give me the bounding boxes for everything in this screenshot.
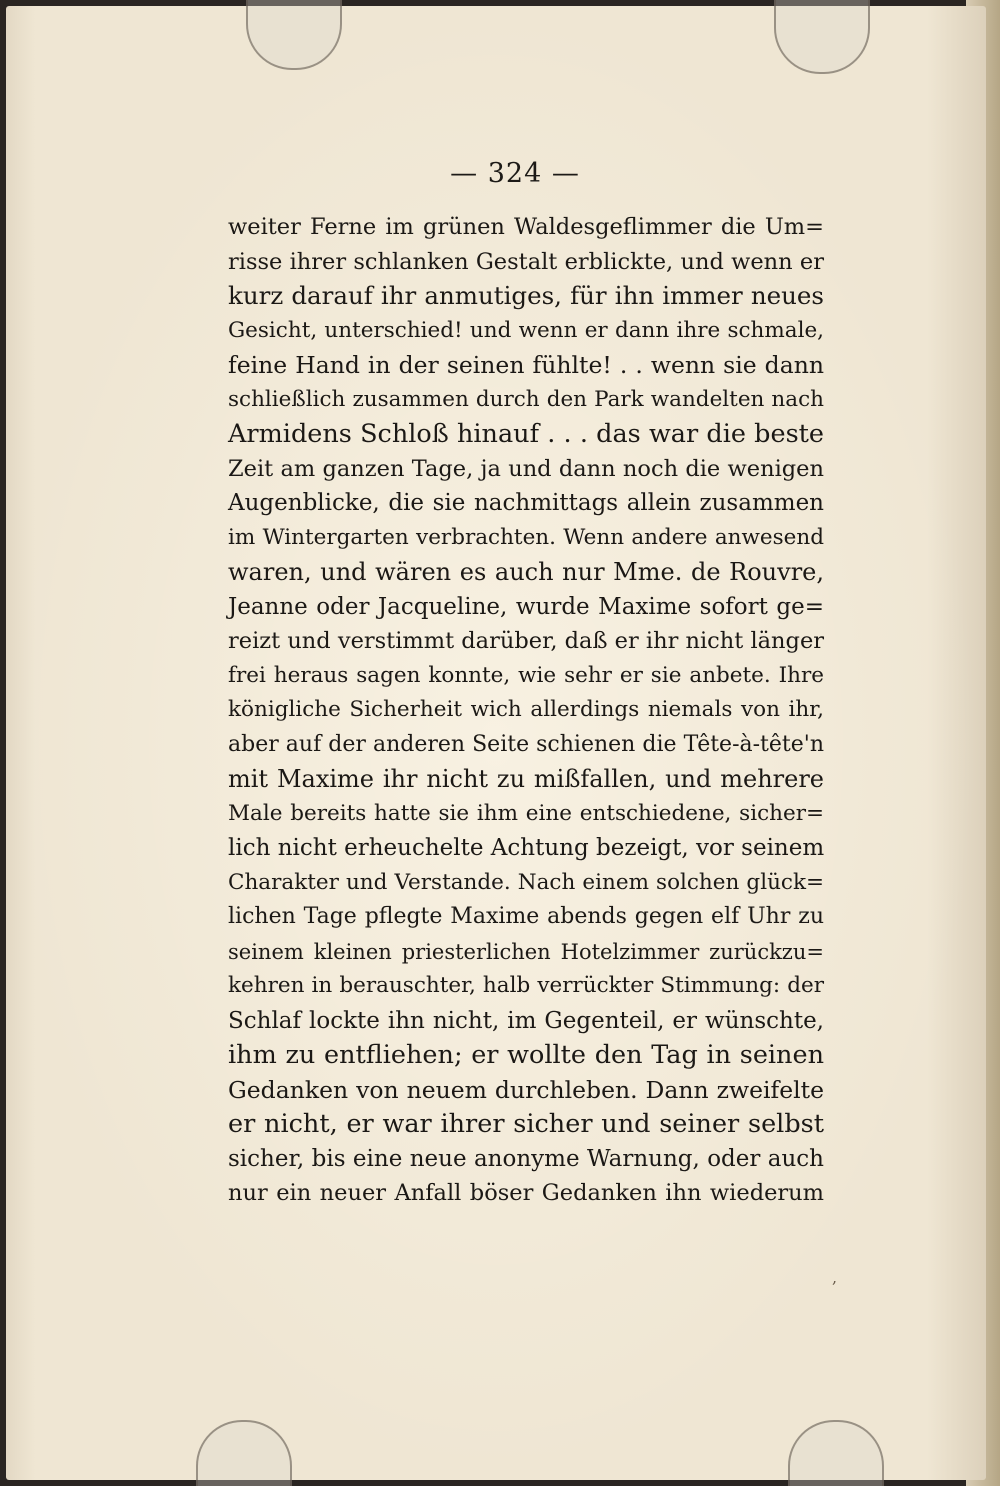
text-line: weiter Ferne im grünen Waldesgeflimmer die Um=	[228, 214, 824, 240]
text-line: im Wintergarten verbrachten. Wenn andere anwesend	[228, 524, 824, 550]
text-line: kurz darauf ihr anmutiges, für ihn immer neues	[228, 281, 824, 310]
text-line: nur ein neuer Anfall böser Gedanken ihn wiederum	[228, 1180, 824, 1206]
text-line: seinem kleinen priesterlichen Hotelzimmer zurückzu=	[228, 939, 824, 964]
text-line: waren, und wären es auch nur Mme. de Rouvre,	[228, 558, 824, 586]
text-line: aber auf der anderen Seite schienen die Tête-à-tête'n	[228, 731, 824, 757]
body-text	[228, 210, 824, 1211]
page-number: — 324 —	[450, 158, 580, 189]
text-line: lichen Tage pflegte Maxime abends gegen elf Uhr zu	[228, 904, 824, 929]
text-line: feine Hand in der seinen fühlte! . . wenn sie dann	[228, 351, 824, 379]
text-line: Zeit am ganzen Tage, ja und dann noch die wenigen	[228, 455, 824, 482]
text-line: ihm zu entfliehen; er wollte den Tag in seinen	[228, 1040, 824, 1070]
text-line: sicher, bis eine neue anonyme Warnung, oder auch	[228, 1145, 824, 1172]
text-line: Male bereits hatte sie ihm eine entschiedene, sicher=	[228, 800, 824, 826]
text-line: schließlich zusammen durch den Park wandelten nach	[228, 386, 824, 412]
text-line: frei heraus sagen konnte, wie sehr er sie anbete. Ihre	[228, 662, 824, 688]
text-line: Jeanne oder Jacqueline, wurde Maxime sofort ge=	[228, 593, 824, 620]
text-line: kehren in berauschter, halb verrückter Stimmung: der	[228, 973, 824, 998]
text-line: Armidens Schloß hinauf . . . das war die beste	[228, 419, 824, 449]
pencil-mark: ,	[832, 1268, 838, 1287]
text-line: mit Maxime ihr nicht zu mißfallen, und mehrere	[228, 765, 824, 793]
text-line: Augenblicke, die sie nachmittags allein zusammen	[228, 490, 824, 516]
text-line: reizt und verstimmt darüber, daß er ihr nicht länger	[228, 628, 825, 654]
text-line: Gesicht, unterschied! und wenn er dann ihre schmale,	[228, 317, 824, 343]
text-line: königliche Sicherheit wich allerdings niemals von ihr,	[228, 697, 824, 722]
text-line: Charakter und Verstande. Nach einem solchen glück=	[228, 869, 824, 895]
text-line: er nicht, er war ihrer sicher und seiner selbst	[228, 1109, 824, 1139]
text-line: Schlaf lockte ihn nicht, im Gegenteil, er wünschte,	[228, 1007, 824, 1034]
text-line: lich nicht erheuchelte Achtung bezeigt, vor seinem	[228, 835, 825, 861]
text-line: Gedanken von neuem durchleben. Dann zweifelte	[228, 1075, 824, 1104]
text-line: risse ihrer schlanken Gestalt erblickte, und wenn er	[228, 248, 824, 275]
